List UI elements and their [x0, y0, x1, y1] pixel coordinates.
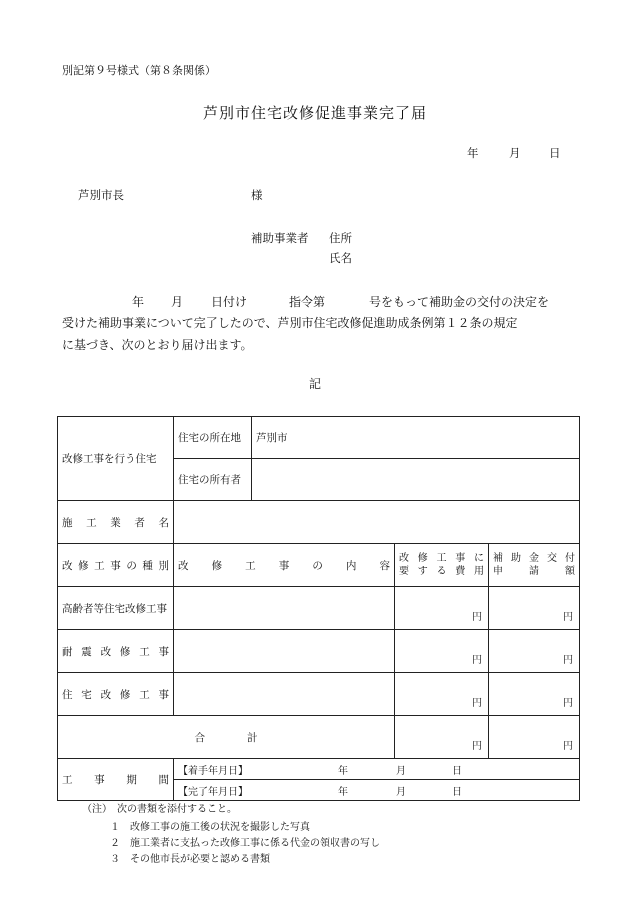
note-item-1: １ 改修工事の施工後の状況を撮影した写真 [110, 822, 310, 833]
cost-header: 改修工事に 要する費用 [395, 544, 489, 587]
elderly-work-cost[interactable]: 円 [395, 587, 489, 630]
date-day-label: 日 [549, 146, 561, 160]
contractor-value[interactable] [174, 501, 580, 544]
work-type-header: 改修工事の種別 [58, 544, 174, 587]
elderly-work-subsidy[interactable]: 円 [489, 587, 580, 630]
date-year-label: 年 [467, 146, 479, 160]
start-date-label: 【着手年月日】 [178, 765, 248, 777]
end-day: 日 [452, 786, 462, 798]
quake-work-content[interactable] [174, 630, 395, 673]
work-content-header: 改修工事の内容 [174, 544, 395, 587]
applicant-name-label: 氏名 [329, 251, 352, 265]
note-item-3: ３ その他市長が必要と認める書類 [110, 854, 270, 865]
body-day-suffix: 日付け [211, 295, 248, 309]
location-value[interactable]: 芦別市 [252, 417, 580, 459]
house-work-label: 住宅改修工事 [58, 673, 174, 716]
contractor-label: 施工業者名 [58, 501, 174, 544]
applicant-address-label: 住所 [329, 231, 352, 245]
start-day: 日 [452, 765, 462, 777]
note-item-2: ２ 施工業者に支払った改修工事に係る代金の領収書の写し [110, 838, 380, 849]
total-subsidy[interactable]: 円 [489, 716, 580, 759]
addressee-honorific: 様 [251, 188, 263, 202]
body-year: 年 [132, 295, 145, 309]
note-heading: （注） 次の書類を添付すること。 [82, 804, 237, 815]
start-month: 月 [396, 765, 406, 777]
subsidy-header: 補助金交付 申請額 [489, 544, 580, 587]
owner-label: 住宅の所有者 [174, 459, 252, 501]
house-work-subsidy[interactable]: 円 [489, 673, 580, 716]
body-month: 月 [171, 295, 184, 309]
house-work-cost[interactable]: 円 [395, 673, 489, 716]
period-label: 工事期間 [58, 759, 174, 801]
end-month: 月 [396, 786, 406, 798]
body-line-2: 受けた補助事業について完了したので、芦別市住宅改修促進助成条例第１２条の規定 [62, 316, 518, 330]
ki-heading: 記 [308, 377, 321, 391]
end-year: 年 [338, 786, 348, 798]
quake-work-cost[interactable]: 円 [395, 630, 489, 673]
location-label: 住宅の所在地 [174, 417, 252, 459]
document-title: 芦別市住宅改修促進事業完了届 [202, 104, 427, 122]
elderly-work-content[interactable] [174, 587, 395, 630]
start-date-row[interactable] [174, 759, 580, 780]
end-date-row[interactable] [174, 780, 580, 801]
body-directive-prefix: 指令第 [289, 295, 326, 309]
form-number-label: 別記第９号様式（第８条関係） [62, 64, 216, 77]
start-year: 年 [338, 765, 348, 777]
quake-work-subsidy[interactable]: 円 [489, 630, 580, 673]
date-month-label: 月 [509, 146, 521, 160]
total-cost[interactable]: 円 [395, 716, 489, 759]
total-label: 合 計 [58, 716, 395, 759]
end-date-label: 【完了年月日】 [178, 786, 248, 798]
completion-form-table [57, 416, 580, 801]
body-line1-rest: 号をもって補助金の交付の決定を [369, 295, 550, 309]
owner-value[interactable] [252, 459, 580, 501]
quake-work-label: 耐震改修工事 [58, 630, 174, 673]
body-line-3: に基づき、次のとおり届け出ます。 [62, 338, 253, 352]
house-work-content[interactable] [174, 673, 395, 716]
applicant-label: 補助事業者 [251, 231, 309, 245]
house-row-label: 改修工事を行う住宅 [58, 417, 174, 501]
elderly-work-label: 高齢者等住宅改修工事 [58, 587, 174, 630]
addressee-name: 芦別市長 [78, 188, 124, 202]
